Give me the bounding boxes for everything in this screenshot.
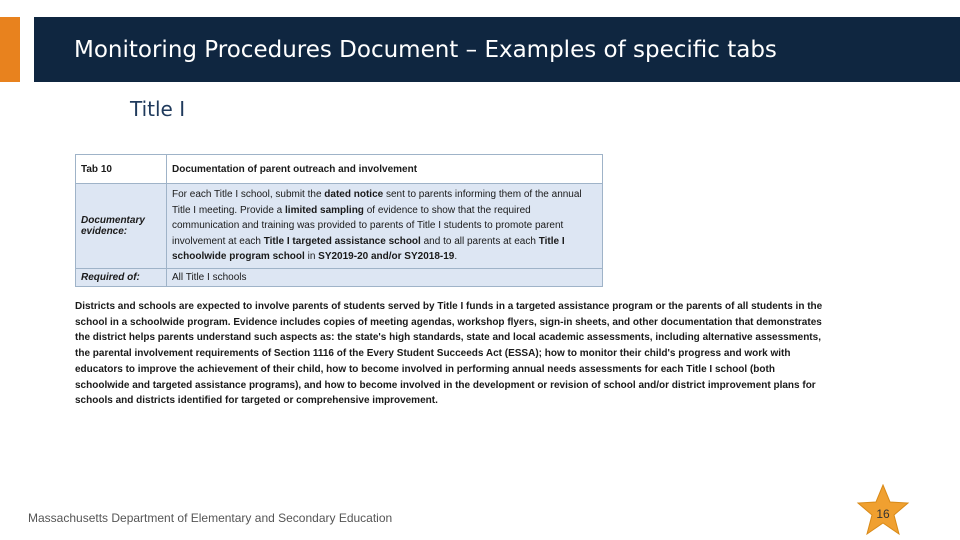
footer-org: Massachusetts Department of Elementary and Secondary Education (28, 511, 393, 525)
evidence-emphasis: Title I targeted assistance school (263, 235, 421, 247)
evidence-label: Documentary evidence: (76, 184, 167, 269)
evidence-emphasis: dated notice (324, 189, 384, 200)
evidence-text: For each Title I school, submit the (172, 189, 325, 200)
evidence-text: in (304, 251, 319, 262)
evidence-text: sent to parents informing them of the annual Title I meeting. Provide a (172, 189, 582, 216)
evidence-emphasis: SY2019-20 and/or SY2018-19 (318, 251, 455, 262)
table-header-row (76, 155, 603, 184)
orange-accent-bar (0, 17, 20, 82)
evidence-emphasis: limited sampling (285, 204, 364, 216)
evidence-text: . (454, 251, 458, 262)
slide-title: Monitoring Procedures Document – Examples of specific tabs (74, 37, 777, 63)
required-value: All Title I schools (167, 268, 603, 286)
evidence-emphasis: Title I schoolwide program school (172, 235, 565, 262)
required-row (76, 268, 603, 286)
body-paragraph: Districts and schools are expected to involve parents of students served by Title I funds in a targeted assistance program or the parents of all students in the school in a schoolwide program. Evidence includes copies of meeting agendas, workshop flyers, sign-in sheets, and other documentation that demonstrates the district helps parents understand such aspects as: the state's high standards, state and local academic assessments, including alternative assessments, the parental involvement requirements of Section 1116 of the Every Student Succeeds Act (ESSA); how to monitor their child's progress and work with educators to improve the achievement of their child, how to become involved in performing annual needs assessments for each Title I school (both schoolwide and targeted assistance programs), and how to become involved in the development or revision of school and/or district improvement plans for schools and districts identified for targeted or comprehensive improvement. (75, 301, 823, 407)
evidence-text: and to all parents at each (420, 235, 539, 247)
tab-table (75, 154, 603, 287)
required-label: Required of: (76, 268, 167, 286)
tab-label: Tab 10 (76, 155, 167, 184)
evidence-description (167, 184, 603, 269)
tab-title: Documentation of parent outreach and involvement (167, 155, 603, 184)
page-number: 16 (876, 507, 890, 521)
evidence-text: of evidence to show that the required communication and training was provided to parents of Title I students to promote parent involvement at each (172, 204, 564, 247)
evidence-row (76, 184, 603, 269)
slide-subtitle: Title I (130, 97, 186, 121)
title-bar (34, 17, 960, 82)
